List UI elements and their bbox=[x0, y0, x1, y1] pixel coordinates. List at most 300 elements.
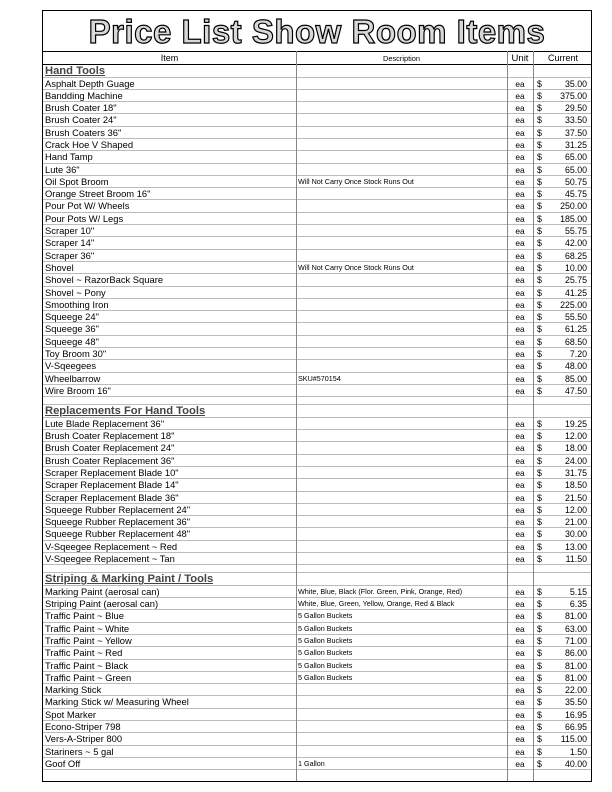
table-row bbox=[43, 225, 591, 237]
item-name: Shovel ~ Pony bbox=[45, 286, 106, 298]
item-price: 16.95 bbox=[564, 709, 587, 720]
item-description bbox=[298, 311, 506, 322]
item-name: Scraper Replacement Blade 36" bbox=[45, 491, 179, 503]
item-name: Pour Pot W/ Wheels bbox=[45, 200, 130, 212]
item-name: Shovel bbox=[45, 261, 74, 273]
table-row bbox=[43, 274, 591, 286]
item-description bbox=[298, 733, 506, 744]
item-unit: ea bbox=[515, 287, 525, 298]
item-description bbox=[298, 102, 506, 113]
table-row bbox=[43, 672, 591, 684]
currency-symbol: $ bbox=[537, 517, 542, 528]
item-description bbox=[298, 430, 506, 441]
item-description bbox=[298, 336, 506, 347]
currency-symbol: $ bbox=[537, 746, 542, 757]
item-price: 11.50 bbox=[565, 553, 587, 564]
item-price: 31.75 bbox=[564, 467, 587, 478]
item-price: 55.75 bbox=[564, 226, 587, 237]
section-header bbox=[43, 573, 591, 586]
item-price: 29.50 bbox=[564, 103, 587, 114]
currency-symbol: $ bbox=[537, 467, 542, 478]
item-unit: ea bbox=[515, 529, 525, 540]
currency-symbol: $ bbox=[537, 336, 542, 347]
header-description: Description bbox=[383, 54, 420, 63]
table-row bbox=[43, 336, 591, 348]
item-unit: ea bbox=[515, 455, 525, 466]
item-unit: ea bbox=[515, 262, 525, 273]
item-description bbox=[298, 492, 506, 503]
table-row bbox=[43, 287, 591, 299]
item-unit: ea bbox=[515, 152, 525, 163]
item-unit: ea bbox=[515, 492, 525, 503]
item-unit: ea bbox=[515, 586, 525, 597]
item-description bbox=[298, 516, 506, 527]
item-price: 68.50 bbox=[564, 336, 587, 347]
item-description bbox=[298, 188, 506, 199]
item-unit: ea bbox=[515, 250, 525, 261]
currency-symbol: $ bbox=[537, 553, 542, 564]
item-unit: ea bbox=[515, 373, 525, 384]
item-description: Will Not Carry Once Stock Runs Out bbox=[298, 176, 414, 186]
item-name: Traffic Paint ~ White bbox=[45, 622, 130, 634]
item-unit: ea bbox=[515, 553, 525, 564]
item-price: 47.50 bbox=[564, 385, 587, 396]
item-unit: ea bbox=[515, 758, 525, 769]
item-name: Spot Marker bbox=[45, 708, 97, 720]
table-row bbox=[43, 467, 591, 479]
table-row bbox=[43, 78, 591, 90]
item-unit: ea bbox=[515, 697, 525, 708]
item-name: Brush Coater Replacement 24" bbox=[45, 442, 175, 454]
table-row bbox=[43, 758, 591, 770]
item-name: V-Sqeegees bbox=[45, 360, 97, 372]
item-name: Goof Off bbox=[45, 757, 81, 769]
item-name: Scraper Replacement Blade 14" bbox=[45, 479, 179, 491]
spacer-row bbox=[43, 397, 591, 405]
item-unit: ea bbox=[515, 164, 525, 175]
currency-symbol: $ bbox=[537, 287, 542, 298]
item-unit: ea bbox=[515, 115, 525, 126]
table-row bbox=[43, 164, 591, 176]
item-unit: ea bbox=[515, 299, 525, 310]
item-name: Scraper 36" bbox=[45, 249, 95, 261]
table-row bbox=[43, 250, 591, 262]
item-name: V-Sqeegee Replacement ~ Red bbox=[45, 540, 178, 552]
item-name: Toy Broom 30" bbox=[45, 348, 107, 360]
item-unit: ea bbox=[515, 443, 525, 454]
item-description bbox=[298, 385, 506, 396]
item-description bbox=[298, 455, 506, 466]
table-row bbox=[43, 733, 591, 745]
item-unit: ea bbox=[515, 467, 525, 478]
item-price: 13.00 bbox=[564, 541, 587, 552]
currency-symbol: $ bbox=[537, 709, 542, 720]
item-description bbox=[298, 528, 506, 539]
table-row bbox=[43, 623, 591, 635]
item-unit: ea bbox=[515, 746, 525, 757]
currency-symbol: $ bbox=[537, 758, 542, 769]
item-price: 65.00 bbox=[564, 152, 587, 163]
item-name: Asphalt Depth Guage bbox=[45, 77, 135, 89]
item-unit: ea bbox=[515, 431, 525, 442]
item-unit: ea bbox=[515, 685, 525, 696]
item-unit: ea bbox=[515, 660, 525, 671]
table-row bbox=[43, 516, 591, 528]
currency-symbol: $ bbox=[537, 541, 542, 552]
item-description: 5 Gallon Buckets bbox=[298, 648, 353, 658]
table-row bbox=[43, 151, 591, 163]
item-name: Striping Paint (aerosal can) bbox=[45, 598, 159, 610]
item-price: 24.00 bbox=[564, 455, 587, 466]
item-name: Scraper 14" bbox=[45, 237, 95, 249]
item-unit: ea bbox=[515, 324, 525, 335]
item-name: Brush Coater Replacement 18" bbox=[45, 430, 175, 442]
item-price: 25.75 bbox=[564, 275, 587, 286]
table-row bbox=[43, 213, 591, 225]
item-name: Lute 36" bbox=[45, 163, 80, 175]
table-row bbox=[43, 696, 591, 708]
item-price: 30.00 bbox=[564, 529, 587, 540]
item-unit: ea bbox=[515, 611, 525, 622]
item-price: 21.00 bbox=[564, 517, 587, 528]
page-title: Price List Show Room Items bbox=[43, 11, 591, 52]
item-name: Wire Broom 16" bbox=[45, 384, 111, 396]
item-unit: ea bbox=[515, 672, 525, 683]
item-description bbox=[298, 360, 506, 371]
item-description bbox=[298, 151, 506, 162]
item-description bbox=[298, 442, 506, 453]
table-row bbox=[43, 647, 591, 659]
currency-symbol: $ bbox=[537, 152, 542, 163]
item-name: Brush Coater 18" bbox=[45, 102, 117, 114]
item-description: 5 Gallon Buckets bbox=[298, 623, 353, 633]
item-description bbox=[298, 467, 506, 478]
item-description bbox=[298, 237, 506, 248]
item-price: 71.00 bbox=[564, 635, 587, 646]
currency-symbol: $ bbox=[537, 648, 542, 659]
item-description bbox=[298, 78, 506, 89]
item-description bbox=[298, 721, 506, 732]
item-description: 5 Gallon Buckets bbox=[298, 672, 353, 682]
currency-symbol: $ bbox=[537, 226, 542, 237]
item-description: White, Blue, Green, Yellow, Orange, Red & Black bbox=[298, 599, 455, 609]
item-description bbox=[298, 274, 506, 285]
currency-symbol: $ bbox=[537, 312, 542, 323]
currency-symbol: $ bbox=[537, 90, 542, 101]
currency-symbol: $ bbox=[537, 635, 542, 646]
item-description: 5 Gallon Buckets bbox=[298, 611, 353, 621]
item-description bbox=[298, 200, 506, 211]
item-name: Traffic Paint ~ Red bbox=[45, 647, 123, 659]
table-row bbox=[43, 684, 591, 696]
item-description bbox=[298, 323, 506, 334]
item-unit: ea bbox=[515, 127, 525, 138]
item-name: Vers-A-Striper 800 bbox=[45, 733, 123, 745]
table-row bbox=[43, 479, 591, 491]
item-name: Hand Tamp bbox=[45, 151, 93, 163]
item-unit: ea bbox=[515, 90, 525, 101]
table-row bbox=[43, 90, 591, 102]
item-description: White, Blue, Black (Flor. Green, Pink, Orange, Red) bbox=[298, 586, 463, 596]
item-unit: ea bbox=[515, 189, 525, 200]
item-description bbox=[298, 504, 506, 515]
column-divider bbox=[533, 51, 534, 781]
section-header bbox=[43, 405, 591, 418]
item-unit: ea bbox=[515, 541, 525, 552]
item-name: Bandding Machine bbox=[45, 89, 123, 101]
table-row bbox=[43, 139, 591, 151]
item-description bbox=[298, 225, 506, 236]
item-description: 5 Gallon Buckets bbox=[298, 660, 353, 670]
currency-symbol: $ bbox=[537, 189, 542, 200]
item-name: Brush Coaters 36" bbox=[45, 126, 122, 138]
table-row bbox=[43, 746, 591, 758]
item-unit: ea bbox=[515, 349, 525, 360]
currency-symbol: $ bbox=[537, 443, 542, 454]
currency-symbol: $ bbox=[537, 176, 542, 187]
currency-symbol: $ bbox=[537, 611, 542, 622]
currency-symbol: $ bbox=[537, 599, 542, 610]
item-description bbox=[298, 709, 506, 720]
item-description bbox=[298, 696, 506, 707]
item-description: 5 Gallon Buckets bbox=[298, 635, 353, 645]
table-row bbox=[43, 610, 591, 622]
currency-symbol: $ bbox=[537, 115, 542, 126]
item-name: Crack Hoe V Shaped bbox=[45, 138, 134, 150]
table-row bbox=[43, 102, 591, 114]
item-price: 115.00 bbox=[560, 734, 587, 745]
currency-symbol: $ bbox=[537, 660, 542, 671]
item-name: Scraper 10" bbox=[45, 225, 95, 237]
item-description bbox=[298, 418, 506, 429]
currency-symbol: $ bbox=[537, 262, 542, 273]
item-description bbox=[298, 553, 506, 564]
item-price: 250.00 bbox=[560, 201, 587, 212]
item-price: 185.00 bbox=[560, 213, 587, 224]
item-unit: ea bbox=[515, 238, 525, 249]
currency-symbol: $ bbox=[537, 480, 542, 491]
item-unit: ea bbox=[515, 361, 525, 372]
item-name: Pour Pots W/ Legs bbox=[45, 212, 124, 224]
currency-symbol: $ bbox=[537, 672, 542, 683]
table-row bbox=[43, 442, 591, 454]
table-row bbox=[43, 127, 591, 139]
item-price: 35.50 bbox=[564, 697, 587, 708]
table-row bbox=[43, 360, 591, 372]
item-price: 6.35 bbox=[569, 599, 587, 610]
currency-symbol: $ bbox=[537, 324, 542, 335]
item-description bbox=[298, 213, 506, 224]
item-name: Brush Coater 24" bbox=[45, 114, 117, 126]
item-name: Traffic Paint ~ Yellow bbox=[45, 634, 132, 646]
item-price: 81.00 bbox=[564, 672, 587, 683]
item-unit: ea bbox=[515, 213, 525, 224]
item-price: 12.00 bbox=[564, 504, 587, 515]
item-unit: ea bbox=[515, 722, 525, 733]
table-row bbox=[43, 299, 591, 311]
currency-symbol: $ bbox=[537, 201, 542, 212]
item-price: 21.50 bbox=[564, 492, 587, 503]
item-price: 55.50 bbox=[564, 312, 587, 323]
item-unit: ea bbox=[515, 176, 525, 187]
item-name: Squeege Rubber Replacement 36" bbox=[45, 516, 191, 528]
item-name: Squeege Rubber Replacement 24" bbox=[45, 503, 191, 515]
table-row bbox=[43, 323, 591, 335]
item-price: 41.25 bbox=[564, 287, 587, 298]
table-row bbox=[43, 430, 591, 442]
currency-symbol: $ bbox=[537, 529, 542, 540]
table-row bbox=[43, 385, 591, 397]
item-price: 12.00 bbox=[564, 431, 587, 442]
item-price: 40.00 bbox=[564, 758, 587, 769]
item-description bbox=[298, 250, 506, 261]
item-price: 33.50 bbox=[564, 115, 587, 126]
item-name: Marking Stick w/ Measuring Wheel bbox=[45, 696, 189, 708]
item-unit: ea bbox=[515, 504, 525, 515]
item-unit: ea bbox=[515, 275, 525, 286]
item-price: 45.75 bbox=[564, 189, 587, 200]
item-name: Econo-Striper 798 bbox=[45, 721, 121, 733]
price-list-sheet bbox=[42, 10, 592, 782]
column-header-row bbox=[43, 52, 591, 65]
table-row bbox=[43, 311, 591, 323]
item-description bbox=[298, 164, 506, 175]
currency-symbol: $ bbox=[537, 78, 542, 89]
item-price: 18.50 bbox=[564, 480, 587, 491]
item-price: 7.20 bbox=[569, 349, 587, 360]
item-description bbox=[298, 114, 506, 125]
item-name: Scraper Replacement Blade 10" bbox=[45, 466, 179, 478]
currency-symbol: $ bbox=[537, 697, 542, 708]
item-description: Will Not Carry Once Stock Runs Out bbox=[298, 262, 414, 272]
item-price: 68.25 bbox=[564, 250, 587, 261]
item-name: Squeege 36" bbox=[45, 323, 99, 335]
currency-symbol: $ bbox=[537, 275, 542, 286]
item-price: 50.75 bbox=[564, 176, 587, 187]
column-divider bbox=[507, 51, 508, 781]
item-price: 81.00 bbox=[564, 660, 587, 671]
table-row bbox=[43, 455, 591, 467]
item-name: Stariners ~ 5 gal bbox=[45, 745, 114, 757]
item-name: Marking Stick bbox=[45, 684, 102, 696]
header-item: Item bbox=[160, 53, 179, 63]
item-unit: ea bbox=[515, 648, 525, 659]
item-unit: ea bbox=[515, 517, 525, 528]
item-name: Traffic Paint ~ Blue bbox=[45, 610, 124, 622]
currency-symbol: $ bbox=[537, 349, 542, 360]
item-description bbox=[298, 746, 506, 757]
item-price: 1.50 bbox=[569, 746, 587, 757]
currency-symbol: $ bbox=[537, 361, 542, 372]
item-description bbox=[298, 348, 506, 359]
spacer-row bbox=[43, 565, 591, 573]
item-price: 19.25 bbox=[564, 418, 587, 429]
item-price: 61.25 bbox=[564, 324, 587, 335]
item-unit: ea bbox=[515, 201, 525, 212]
table-row bbox=[43, 598, 591, 610]
item-price: 86.00 bbox=[564, 648, 587, 659]
item-unit: ea bbox=[515, 139, 525, 150]
table-row bbox=[43, 553, 591, 565]
table-row bbox=[43, 586, 591, 598]
item-unit: ea bbox=[515, 480, 525, 491]
price-table bbox=[43, 65, 591, 770]
table-row bbox=[43, 237, 591, 249]
item-price: 35.00 bbox=[564, 78, 587, 89]
item-name: Lute Blade Replacement 36" bbox=[45, 417, 165, 429]
item-name: Oil Spot Broom bbox=[45, 175, 109, 187]
currency-symbol: $ bbox=[537, 685, 542, 696]
item-price: 10.00 bbox=[564, 262, 587, 273]
column-divider bbox=[296, 51, 297, 781]
currency-symbol: $ bbox=[537, 734, 542, 745]
item-name: Squeege Rubber Replacement 48" bbox=[45, 528, 191, 540]
item-name: V-Sqeegee Replacement ~ Tan bbox=[45, 552, 175, 564]
item-price: 22.00 bbox=[564, 685, 587, 696]
table-row bbox=[43, 721, 591, 733]
item-unit: ea bbox=[515, 709, 525, 720]
table-row bbox=[43, 418, 591, 430]
table-row bbox=[43, 528, 591, 540]
item-price: 31.25 bbox=[564, 139, 587, 150]
item-price: 225.00 bbox=[560, 299, 587, 310]
item-price: 375.00 bbox=[560, 90, 587, 101]
item-description bbox=[298, 479, 506, 490]
item-description bbox=[298, 684, 506, 695]
item-price: 42.00 bbox=[564, 238, 587, 249]
item-description: SKU#570154 bbox=[298, 373, 341, 383]
item-unit: ea bbox=[515, 226, 525, 237]
currency-symbol: $ bbox=[537, 385, 542, 396]
item-unit: ea bbox=[515, 599, 525, 610]
item-price: 85.00 bbox=[564, 373, 587, 384]
item-price: 18.00 bbox=[564, 443, 587, 454]
table-row bbox=[43, 348, 591, 360]
currency-symbol: $ bbox=[537, 139, 542, 150]
section-title: Striping & Marking Paint / Tools bbox=[45, 573, 214, 585]
item-name: Orange Street Broom 16" bbox=[45, 188, 151, 200]
item-unit: ea bbox=[515, 385, 525, 396]
item-name: Brush Coater Replacement 36" bbox=[45, 454, 175, 466]
item-name: Traffic Paint ~ Black bbox=[45, 659, 129, 671]
item-price: 66.95 bbox=[564, 722, 587, 733]
table-row bbox=[43, 176, 591, 188]
currency-symbol: $ bbox=[537, 238, 542, 249]
currency-symbol: $ bbox=[537, 373, 542, 384]
currency-symbol: $ bbox=[537, 103, 542, 114]
item-price: 48.00 bbox=[564, 361, 587, 372]
item-name: Squeege 24" bbox=[45, 311, 99, 323]
item-name: Smoothing Iron bbox=[45, 298, 109, 310]
currency-symbol: $ bbox=[537, 492, 542, 503]
table-row bbox=[43, 114, 591, 126]
currency-symbol: $ bbox=[537, 623, 542, 634]
currency-symbol: $ bbox=[537, 455, 542, 466]
item-description bbox=[298, 299, 506, 310]
table-row bbox=[43, 541, 591, 553]
table-row bbox=[43, 492, 591, 504]
currency-symbol: $ bbox=[537, 250, 542, 261]
header-current: Current bbox=[547, 53, 578, 63]
item-description bbox=[298, 127, 506, 138]
currency-symbol: $ bbox=[537, 299, 542, 310]
item-name: Traffic Paint ~ Green bbox=[45, 671, 132, 683]
currency-symbol: $ bbox=[537, 722, 542, 733]
item-description bbox=[298, 541, 506, 552]
section-title: Hand Tools bbox=[45, 65, 106, 77]
item-description bbox=[298, 90, 506, 101]
section-title: Replacements For Hand Tools bbox=[45, 405, 206, 417]
